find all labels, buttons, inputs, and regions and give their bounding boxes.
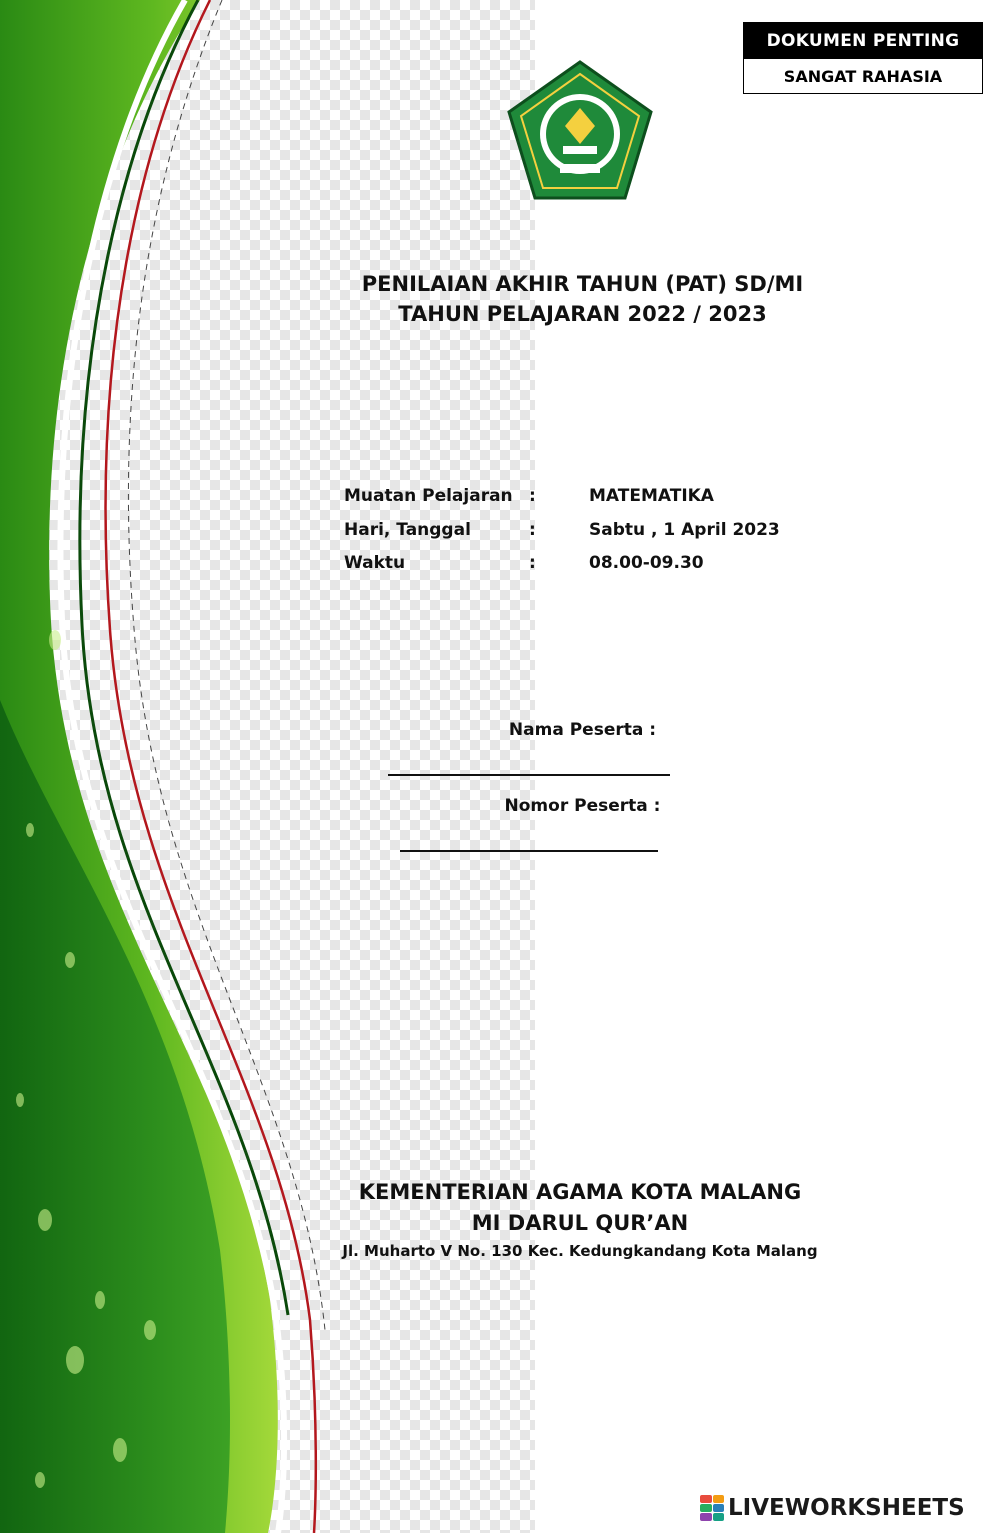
watermark-text: LIVEWORKSHEETS	[728, 1495, 965, 1521]
info-separator: :	[529, 553, 536, 573]
badge-important-label: DOKUMEN PENTING	[744, 23, 982, 59]
academic-year: TAHUN PELAJARAN 2022 / 2023	[398, 302, 767, 326]
info-separator: :	[529, 520, 536, 540]
info-label: Hari, Tanggal	[344, 520, 471, 540]
school-address: Jl. Muharto V No. 130 Kec. Kedungkandang Kota Malang	[342, 1242, 818, 1260]
liveworksheets-icon	[700, 1495, 724, 1521]
liveworksheets-watermark	[700, 1495, 965, 1521]
participant-number-line[interactable]	[400, 850, 658, 852]
classification-badge	[743, 22, 983, 94]
participant-number-label: Nomor Peserta :	[504, 796, 661, 816]
ministry-name: KEMENTERIAN AGAMA KOTA MALANG	[358, 1180, 802, 1204]
badge-secret-label: SANGAT RAHASIA	[783, 66, 943, 86]
info-value: Sabtu , 1 April 2023	[589, 520, 780, 540]
info-separator: :	[529, 486, 536, 506]
participant-name-label: Nama Peserta :	[508, 720, 657, 740]
school-name: MI DARUL QUR’AN	[471, 1211, 689, 1235]
green-wave-decoration	[0, 0, 340, 1533]
info-label: Muatan Pelajaran	[344, 486, 513, 506]
exam-title: PENILAIAN AKHIR TAHUN (PAT) SD/MI	[361, 272, 804, 296]
participant-name-line[interactable]	[388, 774, 670, 776]
info-value: MATEMATIKA	[589, 486, 714, 506]
info-value: 08.00-09.30	[589, 553, 704, 573]
school-logo	[505, 60, 655, 202]
info-label: Waktu	[344, 553, 406, 573]
